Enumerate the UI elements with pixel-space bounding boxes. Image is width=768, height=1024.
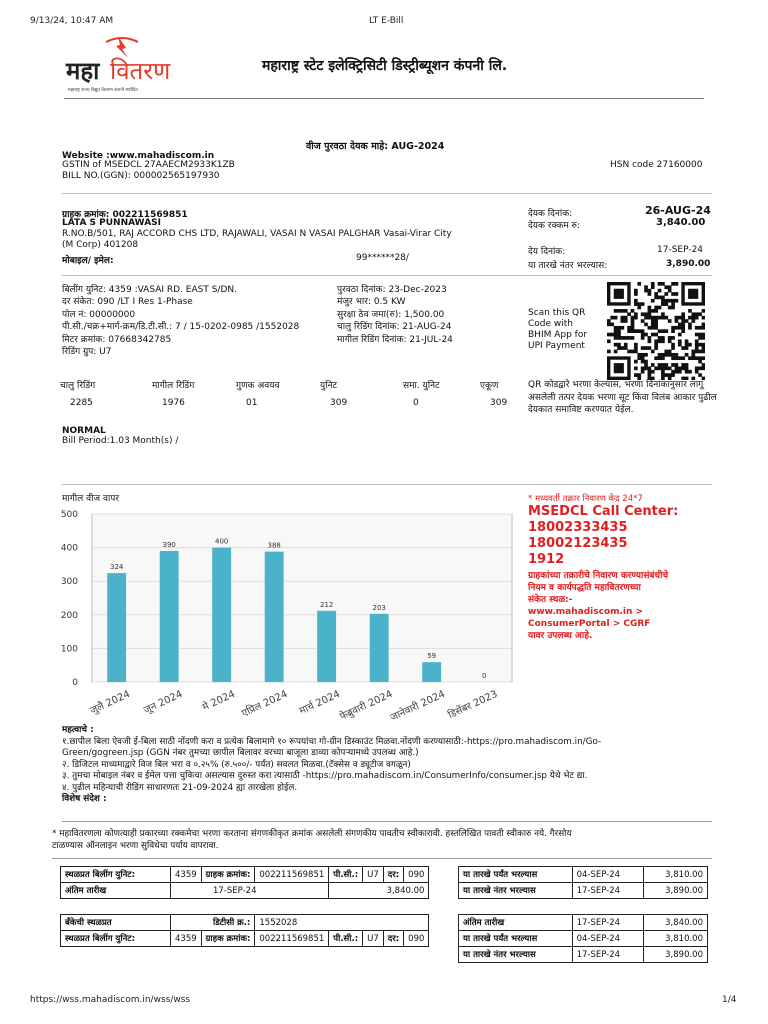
special-message-title: विशेष संदेश :: [62, 794, 107, 804]
bill-date-label: देयक दिनांक:: [528, 209, 573, 219]
qr-note: QR कोडद्वारे भरणा केल्यास, भरणा दिनांकानुसार लागू असलेली तत्पर देयक भरणा सूट किंवा विलंब आकार पुढील देयकात समाविष्ट करण्यात येईल.: [528, 380, 717, 415]
due-date: 17-SEP-24: [657, 245, 704, 255]
reading-header-5: एकूण: [480, 381, 499, 391]
helpline-info-4: यावर उपलब्ध आहे.: [528, 631, 593, 641]
helpline-info-3: संकेत स्थळ:-: [528, 595, 573, 605]
slip-table-3: [60, 914, 429, 947]
after-due-label: या तारखे नंतर भरल्यास:: [528, 261, 608, 271]
consumption-chart: [40, 500, 520, 728]
cgrf-link-1[interactable]: www.mahadiscom.in >: [528, 607, 644, 617]
pole-number: पोल नं: 00000000: [62, 309, 136, 320]
bar-value-label: 324: [109, 563, 124, 572]
bank-last-date: 17-SEP-24: [572, 915, 644, 931]
previous-reading-date: मागील रिडिंग दिनांक: 21-JUL-24: [337, 334, 453, 345]
slip-table-2: [458, 866, 708, 899]
logo-maha: महा: [66, 57, 100, 85]
slip-pc-label: पी.सी.:: [329, 867, 363, 883]
slip-rate: 090: [404, 867, 429, 883]
due-date-label: देय दिनांक:: [528, 247, 566, 257]
notes-title: महत्वाचे :: [62, 725, 94, 735]
bank-after-date: 17-SEP-24: [572, 947, 644, 963]
bank-unit-label: स्थळप्रत बिलींग युनिट:: [61, 931, 171, 947]
consumer-address-2: (M Corp) 401208: [62, 240, 139, 250]
x-tick-label: जून 2024: [142, 688, 185, 717]
slip-rate-label: दर:: [383, 867, 403, 883]
y-tick-label: 0: [72, 678, 78, 688]
slip-cust: 002211569851: [255, 867, 329, 883]
reading-status: NORMAL: [62, 426, 106, 436]
bar: [212, 548, 231, 682]
reading-value-3: 309: [330, 398, 348, 408]
bar: [422, 662, 441, 682]
dtc-info: पी.सी./चक्र+मार्ग-क्रम/डि.टी.सी.: 7 / 15-0202-0985 /1552028: [62, 322, 300, 333]
bar: [160, 551, 179, 682]
slip-pc: U7: [363, 867, 384, 883]
helpline-number-1: 18002333435: [528, 520, 628, 535]
helpline-title: MSEDCL Call Center:: [528, 504, 679, 519]
slip-table-4: [458, 914, 708, 963]
slip-cust-label: ग्राहक क्रमांक:: [201, 867, 255, 883]
bill-period: Bill Period:1.03 Month(s) /: [62, 436, 179, 446]
slip-last-date-label: अंतिम तारीख: [61, 883, 171, 899]
slip-table-1: [60, 866, 429, 899]
bank-last-amount: 3,840.00: [644, 915, 708, 931]
print-datetime: 9/13/24, 10:47 AM: [30, 16, 114, 26]
x-tick-label: जुलै 2024: [88, 688, 132, 717]
bank-by-label: या तारखे पर्यंत भरल्यास: [459, 931, 573, 947]
note-1: १.छापील बिला ऐवजी ई-बिला साठी नोंदणी करा व प्रत्येक बिलामागे १० रूपयांचा गो-ग्रीन डिस्काउंट मिळवा.नोंदणी करण्यासाठी:-https://pro.mahadiscom.in/Go-: [62, 736, 602, 747]
y-tick-label: 300: [60, 577, 78, 588]
bar-value-label: 212: [319, 600, 334, 609]
readings-values: [30, 398, 510, 410]
supply-date: पुरवठा दिनांक: 23-Dec-2023: [337, 285, 447, 295]
bill-no: BILL NO.(GGN): 000002565197930: [62, 171, 220, 181]
slip-last-date: 17-SEP-24: [171, 883, 329, 899]
reading-header-1: मागील रिडिंग: [152, 381, 195, 391]
bank-copy-label: बॅंकेची स्थळप्रत: [61, 915, 171, 931]
bar-value-label: 400: [214, 537, 229, 546]
slip-by-date: 04-SEP-24: [572, 867, 644, 883]
slip-unit-label: स्थळप्रत बिलींग युनिट:: [61, 867, 171, 883]
disclaimer-2: टाळण्यास ऑनलाइन भरणा सुविधेचा पर्याय वापरावा.: [52, 841, 219, 851]
logo-tagline: महाराष्ट्र राज्य विद्युत वितरण कंपनी मर्यादित: [68, 88, 138, 93]
print-page: 1/4: [722, 995, 737, 1005]
bank-cust: 002211569851: [255, 931, 329, 947]
reading-header-4: समा. युनिट: [403, 381, 440, 391]
helpline-number-3: 1912: [528, 552, 565, 567]
helpline-info: [528, 570, 668, 642]
x-tick-label: जानेवारी 2024: [388, 688, 447, 724]
bank-after-amount: 3,890.00: [644, 947, 708, 963]
qr-code: [607, 282, 705, 380]
bar: [370, 614, 389, 682]
y-tick-label: 400: [60, 543, 78, 554]
tariff-code: दर संकेत: 090 /LT I Res 1-Phase: [62, 297, 193, 308]
reading-header-0: चालु रिडिंग: [60, 381, 96, 391]
reading-value-1: 1976: [162, 398, 185, 408]
reading-group: रिडिंग ग्रुप: U7: [62, 347, 112, 358]
qr-caption: Scan this QR Code with BHIM App for UPI Payment: [528, 308, 588, 351]
bank-dtc: 1552028: [255, 915, 429, 931]
bar-value-label: 59: [427, 652, 437, 661]
mahavitaran-logo: [66, 34, 178, 94]
slip-by-label: या तारखे पर्यंत भरल्यास: [459, 867, 573, 883]
slip-by-amount: 3,810.00: [644, 867, 708, 883]
consumer-name: LATA S PUNNAWASI: [62, 218, 162, 228]
logo-vitaran: वितरण: [110, 57, 171, 85]
bank-rate: 090: [404, 931, 429, 947]
consumer-address-1: R.NO.B/501, RAJ ACCORD CHS LTD, RAJAWALI, VASAI N VASAI PALGHAR Vasai-Virar City: [62, 229, 452, 239]
x-tick-label: मार्च 2024: [297, 688, 342, 718]
billing-unit: बिलींग युनिट: 4359 :VASAI RD. EAST S/DN.: [62, 285, 237, 295]
reading-value-5: 309: [490, 398, 508, 408]
meter-number: मिटर क्रमांक: 07668342785: [62, 334, 172, 345]
bar-value-label: 203: [372, 603, 386, 612]
bill-amount-label: देयक रक्कम रु:: [528, 221, 580, 231]
print-title: LT E-Bill: [369, 16, 404, 26]
consumer-number: ग्राहक क्रमांक: 002211569851: [62, 210, 188, 220]
gstin: GSTIN of MSEDCL 27AAECM2933K1ZB: [62, 160, 235, 170]
bank-cust-label: ग्राहक क्रमांक:: [201, 931, 255, 947]
bank-pc: U7: [363, 931, 384, 947]
bar-value-label: 0: [481, 672, 487, 680]
disclaimer-1: * महावितरणला कोणत्याही प्रकारच्या रक्कमेचा भरणा करताना संगणकीकृत क्रमांक असलेली संगणकीय पावतीच स्वीकारावी. हस्तलिखित पावती स्वीकारु नये. गैरसोय: [52, 829, 572, 839]
readings-header: [30, 378, 510, 390]
y-tick-label: 500: [60, 510, 78, 520]
reading-header-3: युनिट: [320, 381, 338, 391]
details-left: [62, 284, 299, 358]
company-name: महाराष्ट्र स्टेट इलेक्ट्रिसिटी डिस्ट्रीब्यूशन कंपनी लि.: [262, 58, 508, 74]
website: Website :www.mahadiscom.in: [62, 151, 215, 161]
bank-by-amount: 3,810.00: [644, 931, 708, 947]
slip-after-amount: 3,890.00: [644, 883, 708, 899]
helpline-block: [528, 504, 678, 568]
note-1-cont: Green/gogreen.jsp (GGN नंबर तुमच्या छापील बिलावर वरच्या बाजूला डाव्या कोपऱ्यामध्ये उपलब्ध आहे.): [62, 748, 419, 758]
helpline-number-2: 18002123435: [528, 536, 628, 551]
reading-header-2: गुणक अवयव: [236, 381, 280, 391]
bill-date: 26-AUG-24: [645, 204, 711, 217]
helpline-info-2: नियम व कार्यपद्धति महावितरणच्या: [528, 583, 641, 593]
hsn-code: HSN code 27160000: [610, 160, 703, 170]
bill-amount: 3,840.00: [656, 217, 706, 228]
slip-last-amount: 3,840.00: [329, 883, 429, 899]
mobile-value: 99******28/: [356, 253, 409, 263]
x-tick-label: मे 2024: [200, 688, 237, 714]
details-right: [337, 284, 453, 346]
bar: [317, 611, 336, 682]
slip-after-label: या तारखे नंतर भरल्यास: [459, 883, 573, 899]
x-tick-label: डिसेंबर 2023: [446, 688, 500, 722]
chart-plot-area: [92, 514, 512, 682]
note-4: ४. पुढील महिन्याची रीडिंग साधारणतः 21-09-2024 ह्या तारखेला होईल.: [62, 782, 298, 793]
y-tick-label: 100: [60, 644, 78, 655]
x-tick-label: फेब्रुवारी 2024: [338, 688, 395, 723]
slip-unit: 4359: [171, 867, 202, 883]
bank-after-label: या तारखे नंतर भरल्यास: [459, 947, 573, 963]
reading-value-0: 2285: [70, 398, 93, 408]
bar-value-label: 388: [267, 541, 281, 550]
print-url[interactable]: https://wss.mahadiscom.in/wss/wss: [30, 995, 191, 1005]
note-2: २. डिजिटल माध्यमाद्वारे विज बिल भरा व ०.२५% (रु.५००/- पर्यंत) सवलत मिळवा.(टॅक्सेस व ड्यूटीज वगळून): [62, 759, 411, 770]
bar: [107, 573, 126, 682]
bank-rate-label: दर:: [383, 931, 403, 947]
sanctioned-load: मंजुर भार: 0.5 KW: [337, 297, 406, 308]
bank-last-label: अंतिम तारीख: [459, 915, 573, 931]
bill-month: वीज पुरवठा देयक माहे: AUG-2024: [306, 141, 445, 152]
y-tick-label: 200: [60, 610, 78, 621]
mobile-label: मोबाइल/ इमेल:: [62, 256, 114, 266]
helpline-star: * मध्यवर्ती तक्रार निवारण केंद्र 24*7: [528, 494, 643, 504]
after-due-amount: 3,890.00: [666, 259, 711, 269]
important-notes: [62, 725, 722, 806]
slip-after-date: 17-SEP-24: [572, 883, 644, 899]
chart-title: मागील वीज वापर: [62, 494, 120, 504]
security-deposit: सुरक्षा ठेव जमा(रु): 1,500.00: [337, 309, 445, 320]
bank-dtc-label: डिटीसी क्र.:: [171, 915, 255, 931]
bank-pc-label: पी.सी.:: [329, 931, 363, 947]
bank-unit: 4359: [171, 931, 202, 947]
x-tick-label: एप्रिल 2024: [240, 688, 290, 720]
current-reading-date: चालु रिडिंग दिनांक: 21-AUG-24: [337, 322, 452, 333]
helpline-info-1: ग्राहकांच्या तक्रारीचे निवारण करण्यासंबंधीचे: [528, 571, 669, 581]
reading-value-2: 01: [246, 398, 258, 408]
note-3: ३. तुमचा मोबाइल नंबर व ईमेल पत्ता चुकिचा असल्यास दुरुस्त करा त्यासाठी -https://pro.mahadiscom.in/ConsumerInfo/consumer.jsp येथे भेट द्या.: [62, 771, 588, 781]
bar: [265, 552, 284, 682]
reading-value-4: 0: [413, 398, 419, 408]
bar-value-label: 390: [162, 540, 176, 549]
bank-by-date: 04-SEP-24: [572, 931, 644, 947]
disclaimer: [52, 828, 722, 852]
cgrf-link-2[interactable]: ConsumerPortal > CGRF: [528, 619, 651, 629]
